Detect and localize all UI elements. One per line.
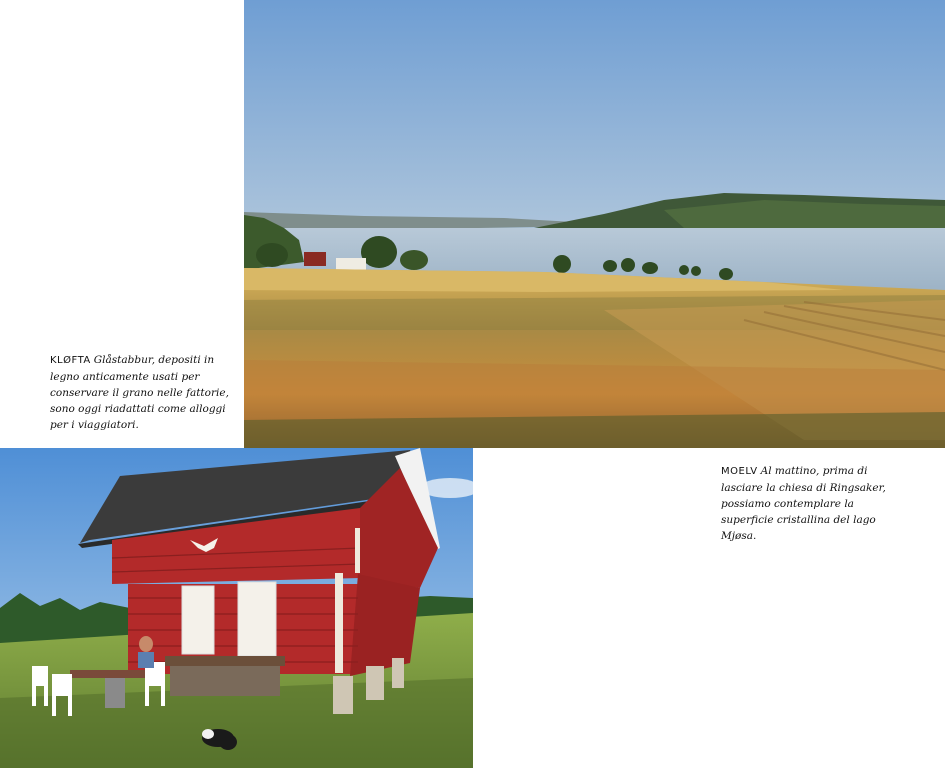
lake-field-photo <box>244 0 945 448</box>
caption-text: Glåstabbur, depositi in legno anticamente usati per conservare il grano nelle fattorie, sono oggi riadattati come alloggi per i viaggiatori. <box>50 354 229 431</box>
caption-place-name: MOELV <box>721 466 758 477</box>
caption-text: Al mattino, prima di lasciare la chiesa di Ringsaker, possiamo contemplare la superficie cristallina del lago Mjøsa. <box>721 465 886 542</box>
caption-moelv <box>721 463 891 544</box>
caption-place-name: KLØFTA <box>50 355 91 366</box>
cabin-photo <box>0 448 473 768</box>
caption-klofta <box>50 352 230 433</box>
